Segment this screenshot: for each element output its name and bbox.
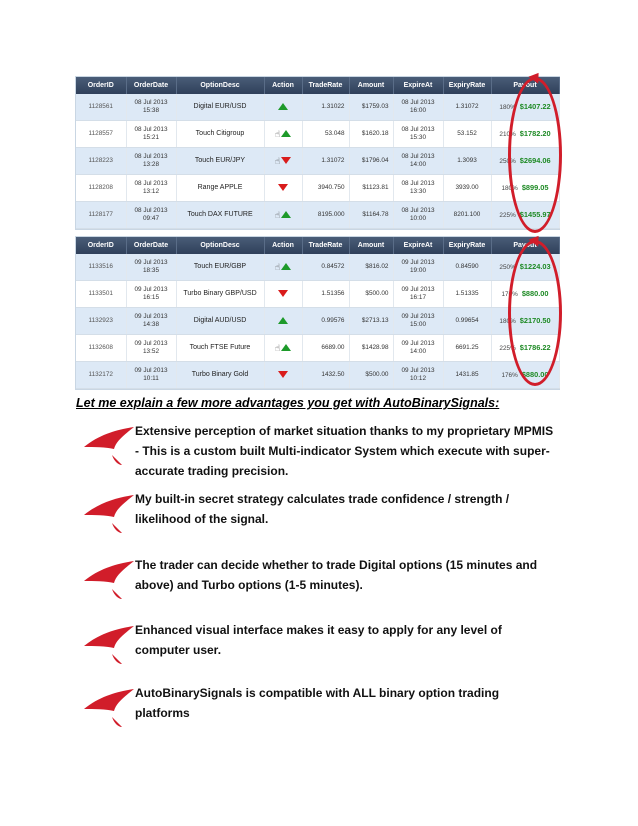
table-header-row (76, 77, 559, 94)
action-cell (264, 121, 302, 148)
arrow-up-icon (281, 130, 291, 137)
expiry-rate: 8201.100 (443, 202, 491, 229)
order-date: 09 Jul 2013 16:15 (126, 281, 176, 308)
expire-at: 09 Jul 2013 16:17 (393, 281, 443, 308)
payout-highlight-circle (508, 77, 562, 233)
expire-at: 08 Jul 2013 14:00 (393, 148, 443, 175)
table-row (76, 254, 559, 281)
table-row (76, 281, 559, 308)
col-optiondesc: OptionDesc (176, 77, 264, 94)
arrow-down-icon (278, 184, 288, 191)
trade-rate: 3940.750 (302, 175, 349, 202)
expiry-rate: 1.31072 (443, 94, 491, 121)
trade-rate: 1.51356 (302, 281, 349, 308)
col-payout: Payout (491, 237, 559, 254)
order-id: 1128208 (76, 175, 126, 202)
expiry-rate: 53.152 (443, 121, 491, 148)
arrow-up-icon (278, 317, 288, 324)
order-date: 09 Jul 2013 13:52 (126, 335, 176, 362)
payout: 250% $2694.06 (491, 148, 559, 175)
arrow-down-icon (278, 371, 288, 378)
option-desc: Range APPLE (176, 175, 264, 202)
expire-at: 09 Jul 2013 15:00 (393, 308, 443, 335)
order-date: 09 Jul 2013 14:38 (126, 308, 176, 335)
arrow-down-icon (281, 157, 291, 164)
trade-rate: 8195.000 (302, 202, 349, 229)
amount: $1428.98 (349, 335, 393, 362)
payout: 250% $1224.03 (491, 254, 559, 281)
table-row (76, 94, 559, 121)
expiry-rate: 1431.85 (443, 362, 491, 389)
payout: 180% $899.05 (491, 175, 559, 202)
option-desc: Touch FTSE Future (176, 335, 264, 362)
trade-rate: 53.048 (302, 121, 349, 148)
advantage-text: The trader can decide whether to trade Digital options (15 minutes and above) and Turbo options (1-5 minutes). (135, 558, 538, 592)
trade-history-table-1 (75, 76, 560, 230)
option-desc: Touch Citigroup (176, 121, 264, 148)
col-traderate: TradeRate (302, 237, 349, 254)
order-id: 1132172 (76, 362, 126, 389)
table-row (76, 175, 559, 202)
col-action: Action (264, 237, 302, 254)
amount: $1620.18 (349, 121, 393, 148)
action-cell (264, 202, 302, 229)
order-id: 1132608 (76, 335, 126, 362)
amount: $1796.04 (349, 148, 393, 175)
advantage-text: My built-in secret strategy calculates trade confidence / strength / likelihood of the signal. (135, 492, 510, 526)
expiry-rate: 3939.00 (443, 175, 491, 202)
col-optiondesc: OptionDesc (176, 237, 264, 254)
order-date: 09 Jul 2013 10:11 (126, 362, 176, 389)
trade-rate: 1.31022 (302, 94, 349, 121)
expiry-rate: 0.84590 (443, 254, 491, 281)
col-orderdate: OrderDate (126, 77, 176, 94)
trade-history-table-2 (75, 236, 560, 390)
table-row (76, 121, 559, 148)
hand-pointer-icon: ☝ (274, 209, 281, 220)
payout: 225% $1786.22 (491, 335, 559, 362)
hand-pointer-icon: ☝ (274, 128, 281, 139)
option-desc: Touch EUR/JPY (176, 148, 264, 175)
order-id: 1128177 (76, 202, 126, 229)
col-expiryrate: ExpiryRate (443, 77, 491, 94)
option-desc: Digital AUD/USD (176, 308, 264, 335)
trade-rate: 1.31072 (302, 148, 349, 175)
order-date: 08 Jul 2013 15:21 (126, 121, 176, 148)
expire-at: 08 Jul 2013 13:30 (393, 175, 443, 202)
table-row (76, 202, 559, 229)
hand-pointer-icon: ☝ (274, 342, 281, 353)
amount: $2713.13 (349, 308, 393, 335)
action-cell (264, 335, 302, 362)
expiry-rate: 6691.25 (443, 335, 491, 362)
expire-at: 08 Jul 2013 16:00 (393, 94, 443, 121)
col-orderdate: OrderDate (126, 237, 176, 254)
option-desc: Turbo Binary Gold (176, 362, 264, 389)
payout: 180% $1407.22 (491, 94, 559, 121)
payout-highlight-circle (508, 240, 562, 386)
table-row (76, 148, 559, 175)
advantage-text: AutoBinarySignals is compatible with ALL binary option trading platforms (135, 686, 500, 720)
order-date: 09 Jul 2013 18:35 (126, 254, 176, 281)
trade-rate: 6689.00 (302, 335, 349, 362)
payout: 225% $1455.97 (491, 202, 559, 229)
action-cell (264, 362, 302, 389)
action-cell (264, 94, 302, 121)
arrow-up-icon (281, 344, 291, 351)
payout: 210% $1782.20 (491, 121, 559, 148)
order-id: 1133501 (76, 281, 126, 308)
col-payout: Payout (491, 77, 559, 94)
order-date: 08 Jul 2013 13:12 (126, 175, 176, 202)
order-date: 08 Jul 2013 13:28 (126, 148, 176, 175)
expiry-rate: 0.99654 (443, 308, 491, 335)
option-desc: Touch EUR/GBP (176, 254, 264, 281)
action-cell (264, 281, 302, 308)
arrow-down-icon (278, 290, 288, 297)
payout: 176% $880.00 (491, 362, 559, 389)
order-id: 1128557 (76, 121, 126, 148)
table-header-row (76, 237, 559, 254)
table-row (76, 335, 559, 362)
col-action: Action (264, 77, 302, 94)
order-id: 1128223 (76, 148, 126, 175)
trade-rate: 1432.50 (302, 362, 349, 389)
expiry-rate: 1.51335 (443, 281, 491, 308)
arrow-up-icon (281, 211, 291, 218)
amount: $1759.03 (349, 94, 393, 121)
action-cell (264, 254, 302, 281)
amount: $500.00 (349, 362, 393, 389)
amount: $816.02 (349, 254, 393, 281)
expire-at: 09 Jul 2013 10:12 (393, 362, 443, 389)
table-row (76, 308, 559, 335)
order-date: 08 Jul 2013 15:38 (126, 94, 176, 121)
amount: $500.00 (349, 281, 393, 308)
option-desc: Touch DAX FUTURE (176, 202, 264, 229)
order-id: 1133516 (76, 254, 126, 281)
hand-pointer-icon: ☝ (274, 155, 281, 166)
option-desc: Digital EUR/USD (176, 94, 264, 121)
col-expiryrate: ExpiryRate (443, 237, 491, 254)
advantages-heading: Let me explain a few more advantages you get with AutoBinarySignals: (76, 396, 500, 410)
order-date: 08 Jul 2013 09:47 (126, 202, 176, 229)
arrow-up-icon (278, 103, 288, 110)
expire-at: 09 Jul 2013 19:00 (393, 254, 443, 281)
col-orderid: OrderID (76, 77, 126, 94)
col-expireat: ExpireAt (393, 237, 443, 254)
order-id: 1132923 (76, 308, 126, 335)
advantage-text: Extensive perception of market situation thanks to my proprietary MPMIS - This is a custom built Multi-indicator System which execute with super-accurate trading precision. (135, 424, 554, 478)
arrow-up-icon (281, 263, 291, 270)
action-cell (264, 148, 302, 175)
table-row (76, 362, 559, 389)
amount: $1164.78 (349, 202, 393, 229)
advantage-text: Enhanced visual interface makes it easy to apply for any level of computer user. (135, 623, 502, 657)
col-amount: Amount (349, 77, 393, 94)
expiry-rate: 1.3093 (443, 148, 491, 175)
order-id: 1128561 (76, 94, 126, 121)
action-cell (264, 308, 302, 335)
payout: 176% $880.00 (491, 281, 559, 308)
action-cell (264, 175, 302, 202)
expire-at: 08 Jul 2013 15:30 (393, 121, 443, 148)
amount: $1123.81 (349, 175, 393, 202)
col-traderate: TradeRate (302, 77, 349, 94)
option-desc: Turbo Binary GBP/USD (176, 281, 264, 308)
col-orderid: OrderID (76, 237, 126, 254)
col-amount: Amount (349, 237, 393, 254)
col-expireat: ExpireAt (393, 77, 443, 94)
payout: 180% $2170.50 (491, 308, 559, 335)
trade-rate: 0.99576 (302, 308, 349, 335)
hand-pointer-icon: ☝ (274, 261, 281, 272)
expire-at: 09 Jul 2013 14:00 (393, 335, 443, 362)
trade-rate: 0.84572 (302, 254, 349, 281)
expire-at: 08 Jul 2013 10:00 (393, 202, 443, 229)
